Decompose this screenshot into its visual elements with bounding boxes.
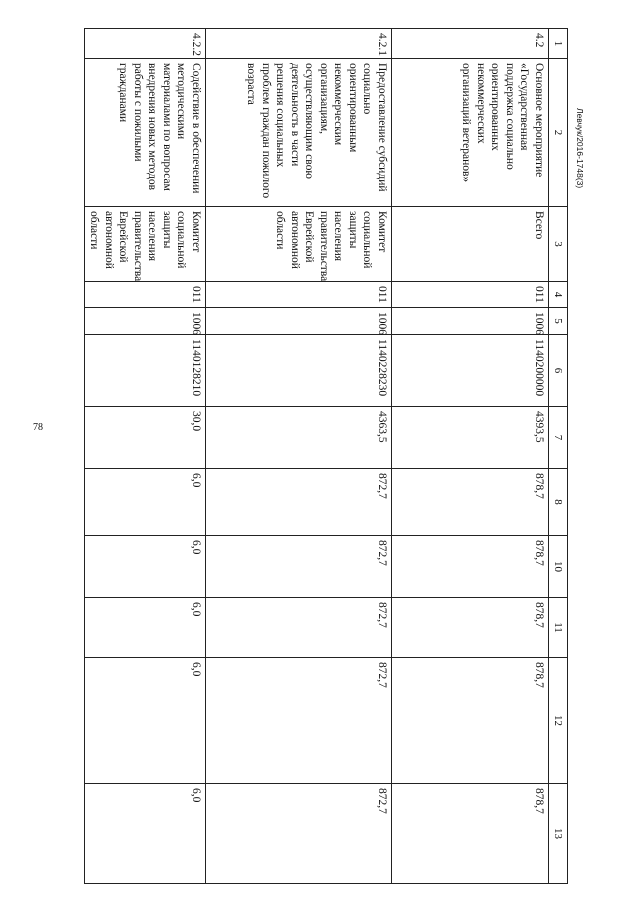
- cell-year-1: 878,7: [392, 469, 549, 536]
- cell-year-5: 878,7: [392, 784, 549, 884]
- col-header: 2: [549, 59, 568, 207]
- cell-grbs: 011: [206, 282, 392, 308]
- cell-rzpr: 1006: [85, 308, 206, 335]
- cell-year-3: 6,0: [85, 598, 206, 658]
- cell-year-4: 6,0: [85, 658, 206, 784]
- cell-year-2: 6,0: [85, 536, 206, 598]
- cell-executor: Всего: [392, 207, 549, 282]
- cell-year-3: 878,7: [392, 598, 549, 658]
- table-row: [392, 29, 549, 884]
- table-row: [206, 29, 392, 884]
- cell-rzpr: 1006: [392, 308, 549, 335]
- cell-name: Предоставление субсидий социально ориентированным некоммерческим организациям, осуществляющим свою деятельность в части решения социальных проблем граждан пожилого возраста: [206, 59, 392, 207]
- budget-table: [84, 28, 568, 884]
- cell-code: 4.2.2: [85, 29, 206, 59]
- col-header: 1: [549, 29, 568, 59]
- cell-year-1: 872,7: [206, 469, 392, 536]
- cell-csr: 1140200000: [392, 335, 549, 407]
- col-header: 6: [549, 335, 568, 407]
- cell-code: 4.2.1: [206, 29, 392, 59]
- cell-year-3: 872,7: [206, 598, 392, 658]
- cell-grbs: 011: [85, 282, 206, 308]
- cell-year-2: 878,7: [392, 536, 549, 598]
- page-number: 78: [33, 422, 43, 433]
- cell-year-4: 872,7: [206, 658, 392, 784]
- col-header: 12: [549, 658, 568, 784]
- rotated-table-wrapper: [84, 28, 568, 883]
- col-header: 13: [549, 784, 568, 884]
- cell-year-1: 6,0: [85, 469, 206, 536]
- cell-code: 4.2: [392, 29, 549, 59]
- cell-name: Основное мероприятие «Государственная поддержка социально ориентированных некоммерческих организаций ветеранов»: [392, 59, 549, 207]
- header-row: [549, 29, 568, 884]
- footer-code: Левчук/2016-1748(3): [575, 108, 585, 189]
- cell-csr: 1140228230: [206, 335, 392, 407]
- col-header: 10: [549, 536, 568, 598]
- cell-total: 30,0: [85, 407, 206, 469]
- col-header: 8: [549, 469, 568, 536]
- cell-year-5: 872,7: [206, 784, 392, 884]
- col-header: 4: [549, 282, 568, 308]
- cell-year-2: 872,7: [206, 536, 392, 598]
- col-header: 11: [549, 598, 568, 658]
- cell-csr: 1140128210: [85, 335, 206, 407]
- cell-name: Содействие в обеспечении методическими материалами по вопросам внедрения новых методов работы с пожилыми гражданами: [85, 59, 206, 207]
- col-header: 3: [549, 207, 568, 282]
- cell-executor: Комитет социальной защиты населения правительства Еврейской автономной области: [206, 207, 392, 282]
- cell-total: 4363,5: [206, 407, 392, 469]
- cell-rzpr: 1006: [206, 308, 392, 335]
- cell-total: 4393,5: [392, 407, 549, 469]
- cell-year-5: 6,0: [85, 784, 206, 884]
- table-row: [85, 29, 206, 884]
- cell-year-4: 878,7: [392, 658, 549, 784]
- col-header: 5: [549, 308, 568, 335]
- cell-executor: Комитет социальной защиты населения правительства Еврейской автономной области: [85, 207, 206, 282]
- col-header: 7: [549, 407, 568, 469]
- cell-grbs: 011: [392, 282, 549, 308]
